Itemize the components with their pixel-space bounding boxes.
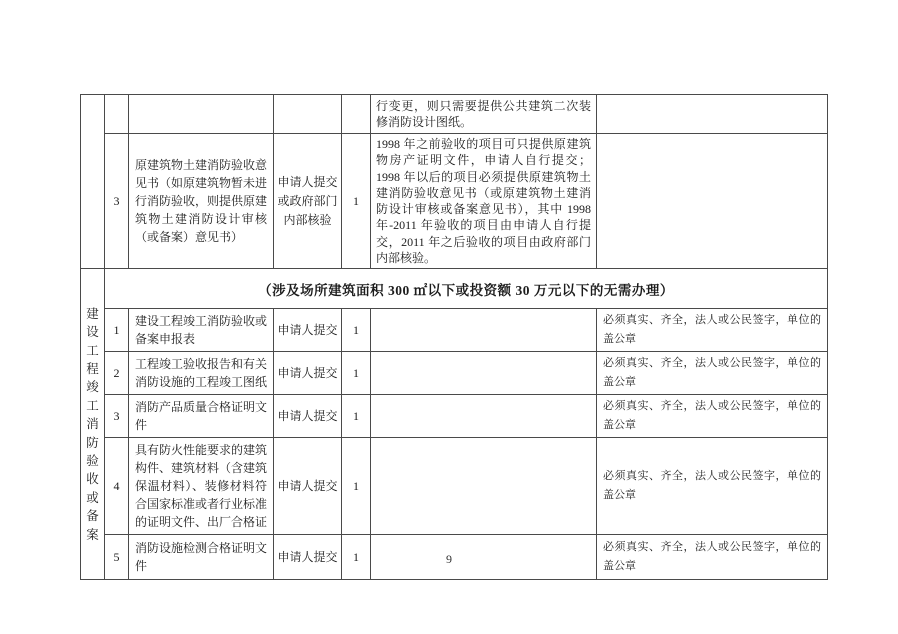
table-row <box>81 309 828 352</box>
cell-item: 消防设施检测合格证明文件 <box>129 535 274 580</box>
cell-count: 1 <box>342 309 371 352</box>
category-vertical-label: 建设工程竣工消防验收或备案 <box>86 306 99 542</box>
section-note: （涉及场所建筑面积 300 ㎡以下或投资额 30 万元以下的无需办理） <box>105 269 828 309</box>
cell-remarks <box>371 309 597 352</box>
cell-no <box>105 95 129 134</box>
cell-item: 具有防火性能要求的建筑构件、建筑材料（含建筑保温材料）、装修材料符合国家标准或者行业标准的证明文件、出厂合格证 <box>129 438 274 535</box>
cell-category-top <box>81 95 105 269</box>
cell-requirements: 必须真实、齐全，法人或公民签字，单位的盖公章 <box>597 438 828 535</box>
cell-remarks: 1998 年之前验收的项目可只提供原建筑物房产证明文件，申请人自行提交；1998 年以后的项目必须提供原建筑物土建消防验收意见书（或原建筑物土建消防设计审核或备案意见书），其中 1998 年-2011 年验收的项目由申请人自行提交，2011 年之后验收的项目由政府部门内部核验。 <box>371 134 597 269</box>
cell-no: 1 <box>105 309 129 352</box>
cell-count: 1 <box>342 395 371 438</box>
cell-requirements: 必须真实、齐全，法人或公民签字，单位的盖公章 <box>597 352 828 395</box>
table-row <box>81 352 828 395</box>
cell-remarks <box>371 352 597 395</box>
cell-submitter: 申请人提交 <box>274 395 342 438</box>
cell-submitter <box>274 95 342 134</box>
table-row <box>81 134 828 269</box>
cell-submitter: 申请人提交 <box>274 309 342 352</box>
cell-item: 建设工程竣工消防验收或备案申报表 <box>129 309 274 352</box>
cell-item: 原建筑物土建消防验收意见书（如原建筑物暂未进行消防验收，则提供原建筑物土建消防设计审核（或备案）意见书） <box>129 134 274 269</box>
cell-count <box>342 95 371 134</box>
cell-count: 1 <box>342 438 371 535</box>
cell-remarks <box>371 395 597 438</box>
cell-no: 4 <box>105 438 129 535</box>
table-row <box>81 395 828 438</box>
cell-no: 3 <box>105 395 129 438</box>
cell-submitter: 申请人提交 <box>274 438 342 535</box>
cell-item <box>129 95 274 134</box>
cell-no: 2 <box>105 352 129 395</box>
cell-count: 1 <box>342 352 371 395</box>
cell-requirements <box>597 134 828 269</box>
cell-requirements: 必须真实、齐全，法人或公民签字，单位的盖公章 <box>597 535 828 580</box>
page-number: 9 <box>446 552 452 566</box>
cell-category <box>81 269 105 580</box>
cell-requirements: 必须真实、齐全，法人或公民签字，单位的盖公章 <box>597 309 828 352</box>
cell-item: 消防产品质量合格证明文件 <box>129 395 274 438</box>
cell-remarks <box>371 438 597 535</box>
requirements-table <box>80 94 828 580</box>
cell-submitter: 申请人提交 <box>274 535 342 580</box>
cell-item: 工程竣工验收报告和有关消防设施的工程竣工图纸 <box>129 352 274 395</box>
cell-count: 1 <box>342 535 371 580</box>
table-row <box>81 95 828 134</box>
cell-submitter: 申请人提交 <box>274 352 342 395</box>
cell-requirements <box>597 95 828 134</box>
cell-no: 3 <box>105 134 129 269</box>
cell-remarks: 行变更，则只需要提供公共建筑二次装修消防设计图纸。 <box>371 95 597 134</box>
section-header-row <box>81 269 828 309</box>
cell-requirements: 必须真实、齐全，法人或公民签字，单位的盖公章 <box>597 395 828 438</box>
cell-count: 1 <box>342 134 371 269</box>
cell-submitter: 申请人提交或政府部门内部核验 <box>274 134 342 269</box>
table-row <box>81 438 828 535</box>
cell-no: 5 <box>105 535 129 580</box>
